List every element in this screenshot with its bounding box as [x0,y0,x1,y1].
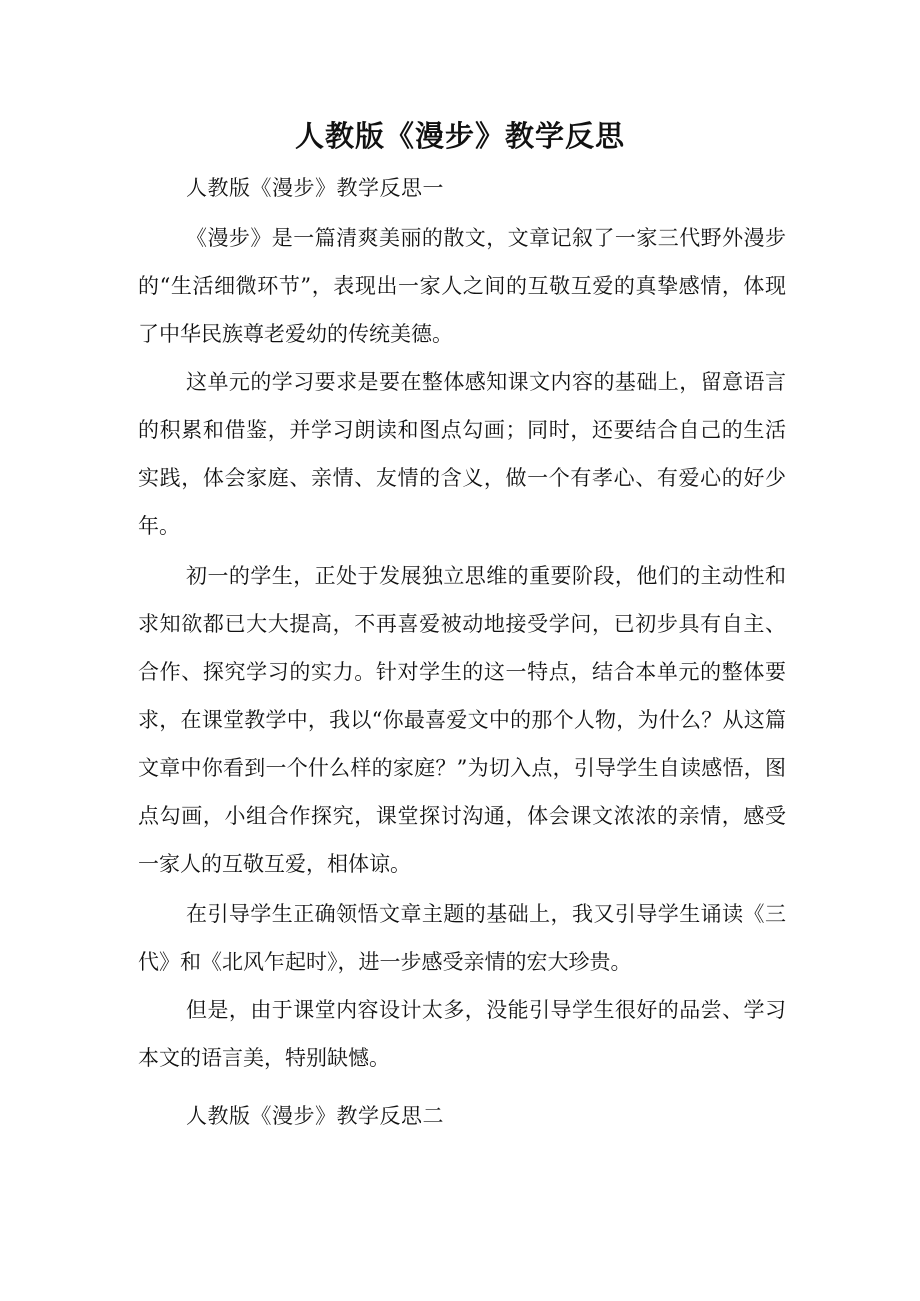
section-heading-1: 人教版《漫步》教学反思一 [186,176,444,200]
paragraph-1: 《漫步》是一篇清爽美丽的散文，文章记叙了一家三代野外漫步的“生活细微环节”，表现出一家人之间的互敬互爱的真挚感情，体现了中华民族尊老爱幼的传统美德。 [138,226,786,346]
paragraph-4: 在引导学生正确领悟文章主题的基础上，我又引导学生诵读《三代》和《北风乍起时》，进一步感受亲情的宏大珍贵。 [138,902,786,974]
document-title: 人教版《漫步》教学反思 [294,119,625,153]
paragraph-5: 但是，由于课堂内容设计太多，没能引导学生很好的品尝、学习本文的语言美，特别缺憾。 [138,998,786,1070]
section-heading-2: 人教版《漫步》教学反思二 [186,1104,444,1128]
paragraph-2: 这单元的学习要求是要在整体感知课文内容的基础上，留意语言的积累和借鉴，并学习朗读和图点勾画；同时，还要结合自己的生活实践，体会家庭、亲情、友情的含义，做一个有孝心、有爱心的好少年。 [138,370,786,538]
paragraph-3: 初一的学生，正处于发展独立思维的重要阶段，他们的主动性和求知欲都已大大提高，不再喜爱被动地接受学问，已初步具有自主、合作、探究学习的实力。针对学生的这一特点，结合本单元的整体要求，在课堂教学中，我以“你最喜爱文中的那个人物，为什么？从这篇文章中你看到一个什么样的家庭？”为切入点，引导学生自读感悟，图点勾画，小组合作探究，课堂探讨沟通，体会课文浓浓的亲情，感受一家人的互敬互爱，相体谅。 [138,564,786,876]
